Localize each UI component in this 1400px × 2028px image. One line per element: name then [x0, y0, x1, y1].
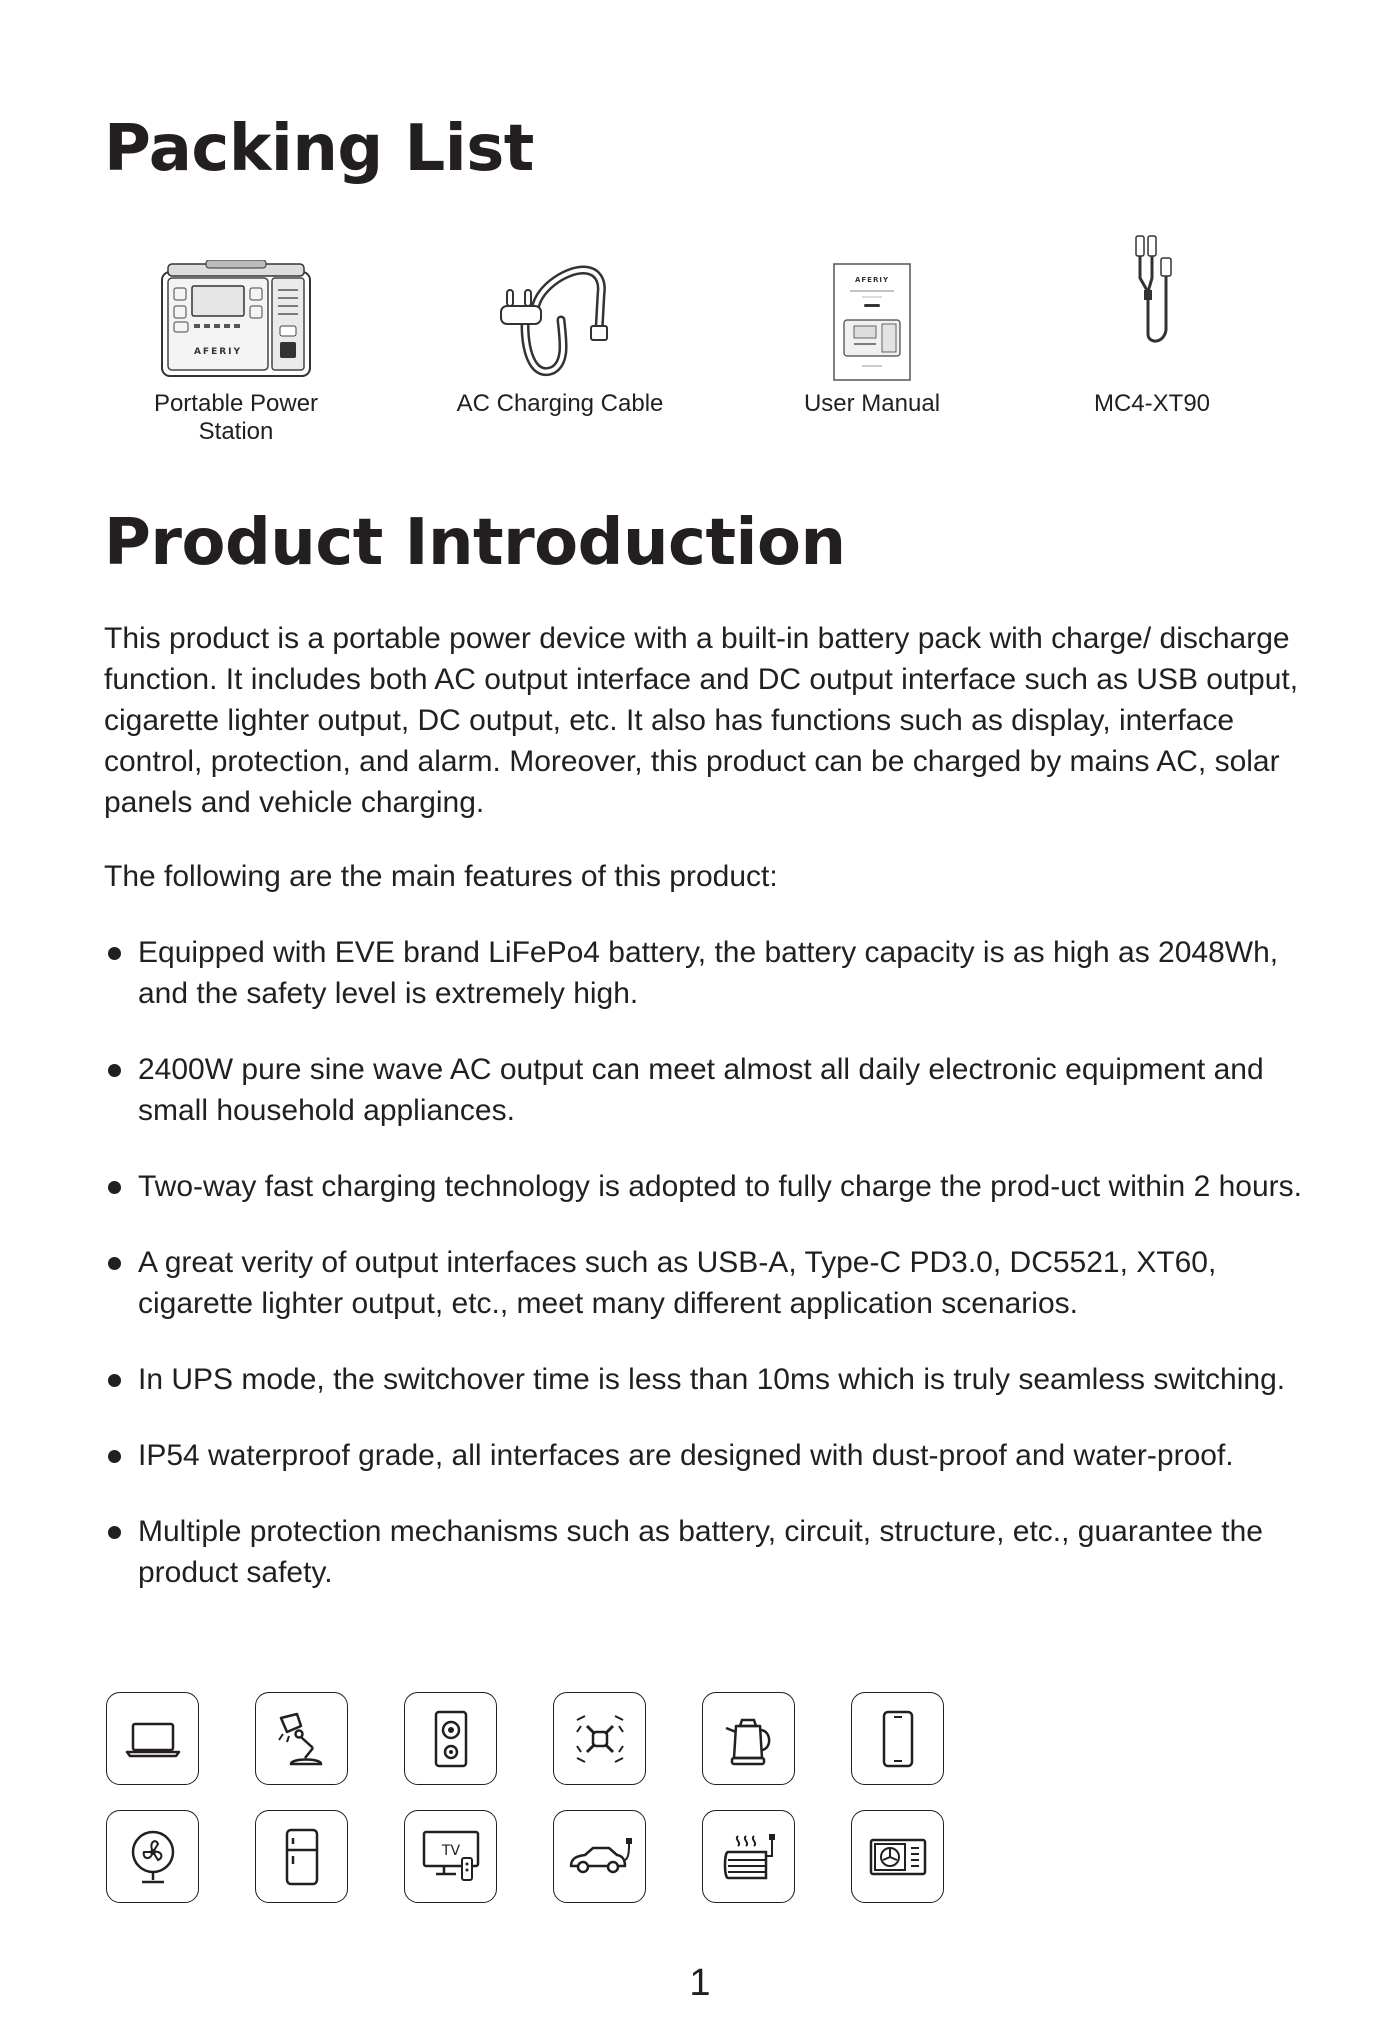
- laptop-icon: [106, 1692, 199, 1785]
- feature-item: 2400W pure sine wave AC output can meet almost all daily electronic equipment and small household appliances.: [104, 1049, 1324, 1131]
- svg-text:TV: TV: [441, 1842, 460, 1859]
- packing-item-power-station: [96, 232, 376, 446]
- electric-blanket-icon: [702, 1810, 795, 1903]
- svg-text:AFERIY: AFERIY: [193, 347, 243, 357]
- power-station-icon: [96, 232, 376, 382]
- page-number: 1: [689, 1962, 711, 2004]
- svg-text:AFERIY: AFERIY: [854, 276, 890, 284]
- bullet-icon: [108, 1374, 121, 1387]
- electric-car-icon: [553, 1810, 646, 1903]
- packing-item-mc4-xt90: [1012, 232, 1292, 418]
- feature-item: Multiple protection mechanisms such as battery, circuit, structure, etc., guarantee the product safety.: [104, 1511, 1324, 1593]
- features-lead: The following are the main features of this product:: [104, 860, 778, 893]
- bullet-icon: [108, 1526, 121, 1539]
- packing-item-user-manual: [732, 232, 1012, 418]
- feature-item: Two-way fast charging technology is adopted to fully charge the prod-uct within 2 hours.: [104, 1166, 1324, 1207]
- product-introduction-title: Product Introduction: [104, 506, 846, 580]
- bullet-icon: [108, 1257, 121, 1270]
- feature-item: Equipped with EVE brand LiFePo4 battery, the battery capacity is as high as 2048Wh, and the safety level is extremely high.: [104, 932, 1324, 1014]
- feature-item: IP54 waterproof grade, all interfaces are designed with dust-proof and water-proof.: [104, 1435, 1324, 1476]
- intro-paragraph: This product is a portable power device with a built-in battery pack with charge/ discharge function. It includes both AC output interface and DC output interface such as USB output, cigarette lighter output, DC output, etc. It also has functions such as display, interface control, protection, and alarm. Moreover, this product can be charged by mains AC, solar panels and vehicle charging.: [104, 622, 1299, 819]
- manual-icon: [732, 232, 1012, 382]
- packing-item-ac-cable: [420, 232, 700, 418]
- packing-item-label: User Manual: [803, 390, 941, 417]
- air-conditioner-icon: [851, 1810, 944, 1903]
- refrigerator-icon: [255, 1810, 348, 1903]
- packing-list-title: Packing List: [104, 112, 534, 186]
- speaker-icon: [404, 1692, 497, 1785]
- ac-cable-icon: [420, 232, 700, 382]
- feature-list: [104, 932, 1324, 1593]
- desk-lamp-icon: [255, 1692, 348, 1785]
- mc4-xt90-cable-icon: [1012, 232, 1292, 382]
- bullet-icon: [108, 1450, 121, 1463]
- feature-item: A great verity of output interfaces such as USB-A, Type-C PD3.0, DC5521, XT60, cigarette lighter output, etc., meet many different application scenarios.: [104, 1242, 1324, 1324]
- appliance-icon-grid: [106, 1692, 946, 1905]
- tv-icon: [404, 1810, 497, 1903]
- packing-item-label: MC4-XT90: [1093, 390, 1211, 417]
- bullet-icon: [108, 1064, 121, 1077]
- fan-icon: [106, 1810, 199, 1903]
- bullet-icon: [108, 947, 121, 960]
- packing-item-label: Portable Power Station: [153, 390, 319, 445]
- packing-item-label: AC Charging Cable: [456, 390, 664, 417]
- kettle-icon: [702, 1692, 795, 1785]
- bullet-icon: [108, 1181, 121, 1194]
- drone-icon: [553, 1692, 646, 1785]
- feature-item: In UPS mode, the switchover time is less than 10ms which is truly seamless switching.: [104, 1359, 1324, 1400]
- phone-icon: [851, 1692, 944, 1785]
